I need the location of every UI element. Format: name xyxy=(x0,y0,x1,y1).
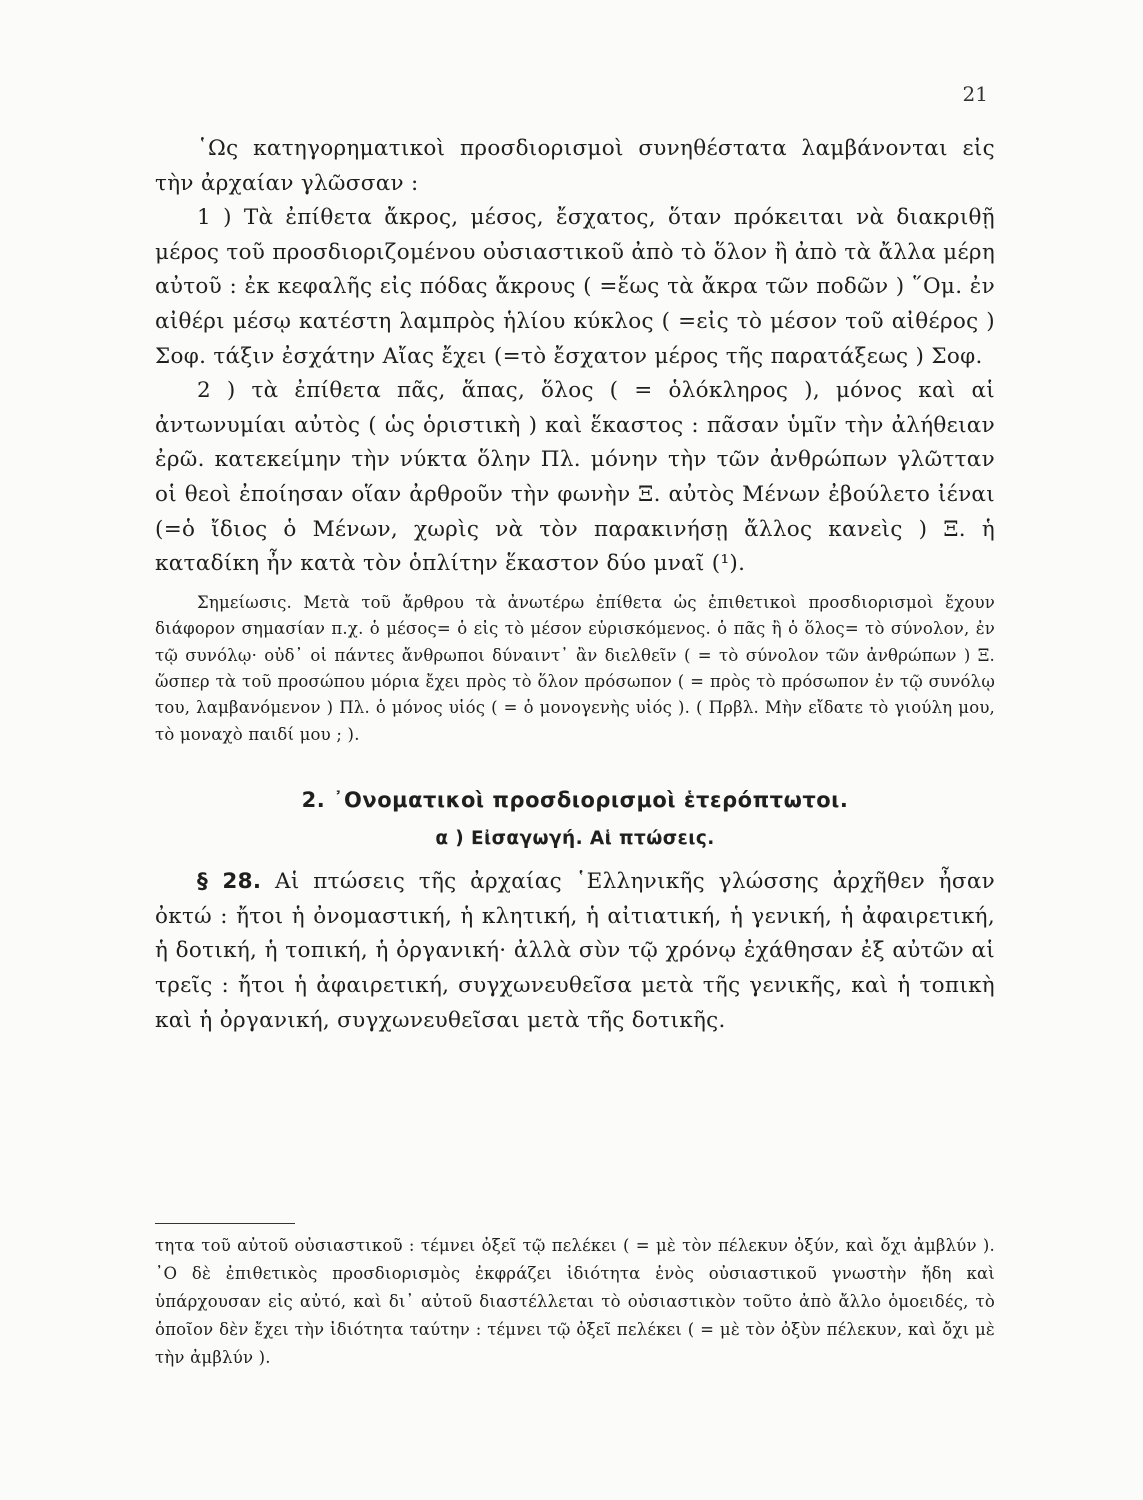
paragraph-28 xyxy=(155,865,995,1038)
item-2-paragraph: 2 ) τὰ ἐπίθετα πᾶς, ἅπας, ὅλος ( = ὁλόκληρος ), μόνος καὶ αἱ ἀντωνυμίαι αὐτὸς ( ὡς ὁριστικὴ ) καὶ ἕκαστος : πᾶσαν ὑμῖν τὴν ἀλήθειαν ἐρῶ. κατεκείμην τὴν νύκτα ὅλην Πλ. μόνην τὴν τῶν ἀνθρώπων γλῶτταν οἱ θεοὶ ἐποίησαν οἵαν ἀρθροῦν τὴν φωνὴν Ξ. αὐτὸς Μένων ἐβούλετο ἰέναι (=ὁ ἴδιος ὁ Μένων, χωρὶς νὰ τὸν παρακινήσῃ ἄλλος κανεὶς ) Ξ. ἡ καταδίκη ἦν κατὰ τὸν ὁπλίτην ἕκαστον δύο μναῖ (¹). xyxy=(155,378,995,577)
note-paragraph: Σημείωσις. Μετὰ τοῦ ἄρθρου τὰ ἀνωτέρω ἐπίθετα ὡς ἐπιθετικοὶ προσδιορισμοὶ ἔχουν διάφορον σημασίαν π.χ. ὁ μέσος= ὁ εἰς τὸ μέσον εὑρισκόμενος. ὁ πᾶς ἢ ὁ ὅλος= τὸ σύνολον, ἐν τῷ συνόλῳ· οὐδ᾽ οἱ πάντες ἄνθρωποι δύναιντ᾽ ἂν διελθεῖν ( = τὸ σύνολον τῶν ἀνθρώπων ) Ξ. ὥσπερ τὰ τοῦ προσώπου μόρια ἔχει πρὸς τὸ ὅλον πρόσωπον ( = πρὸς τὸ πρόσωπον ἐν τῷ συνόλῳ του, λαμβανόμενον ) Πλ. ὁ μόνος υἱός ( = ὁ μονογενὴς υἱός ). ( Πρβλ. Μὴν εἴδατε τὸ γιούλη μου, τὸ μοναχὸ παιδί μου ; ). xyxy=(155,592,995,744)
section-heading: 2. ᾿Ονοματικοὶ προσδιορισμοὶ ἑτερόπτωτοι. xyxy=(301,788,849,813)
section-number: § 28. xyxy=(197,869,262,895)
section-subheading: α ) Εἰσαγωγή. Αἱ πτώσεις. xyxy=(435,828,715,850)
paragraph-28-text: Αἱ πτώσεις τῆς ἀρχαίας ῾Ελληνικῆς γλώσσης ἀρχῆθεν ἦσαν ὀκτώ : ἤτοι ἡ ὀνομαστική, ἡ κλητική, ἡ αἰτιατική, ἡ γενική, ἡ ἀφαιρετική, ἡ δοτική, ἡ τοπική, ἡ ὀργανική· ἀλλὰ σὺν τῷ χρόνῳ ἐχάθησαν ἐξ αὐτῶν αἱ τρεῖς : ἤτοι ἡ ἀφαιρετική, συγχωνευθεῖσα μετὰ τῆς γενικῆς, καὶ ἡ τοπικὴ καὶ ἡ ὀργανική, συγχωνευθεῖσαι μετὰ τῆς δοτικῆς. xyxy=(155,869,996,1033)
intro-paragraph: ῾Ως κατηγορηματικοὶ προσδιορισμοὶ συνηθέστατα λαμβάνονται εἰς τὴν ἀρχαίαν γλῶσσαν : xyxy=(155,136,995,196)
footnote-text: τητα τοῦ αὐτοῦ οὐσιαστικοῦ : τέμνει ὀξεῖ τῷ πελέκει ( = μὲ τὸν πέλεκυν ὀξύν, καὶ ὄχι ἀμβλύν ). ᾿Ο δὲ ἐπιθετικὸς προσδιορισμὸς ἐκφράζει ἰδιότητα ἑνὸς οὐσιαστικοῦ γνωστὴν ἤδη καὶ ὑπάρχουσαν εἰς αὐτό, καὶ δι᾽ αὐτοῦ διαστέλλεται τὸ οὐσιαστικὸν τοῦτο ἀπὸ ἄλλο ὁμοειδές, τὸ ὁποῖον δὲν ἔχει τὴν ἰδιότητα ταύτην : τέμνει τῷ ὀξεῖ πελέκει ( = μὲ τὸν ὀξὺν πέλεκυν, καὶ ὄχι μὲ τὴν ἀμβλύν ). xyxy=(155,1236,995,1367)
footnote-rule xyxy=(155,1223,295,1224)
page-number: 21 xyxy=(962,82,988,106)
item-1-paragraph: 1 ) Τὰ ἐπίθετα ἄκρος, μέσος, ἔσχατος, ὅταν πρόκειται νὰ διακριθῇ μέρος τοῦ προσδιοριζομένου οὐσιαστικοῦ ἀπὸ τὸ ὅλον ἢ ἀπὸ τὰ ἄλλα μέρη αὐτοῦ : ἐκ κεφαλῆς εἰς πόδας ἄκρους ( =ἕως τὰ ἄκρα τῶν ποδῶν ) ῞Ομ. ἐν αἰθέρι μέσῳ κατέστη λαμπρὸς ἡλίου κύκλος ( =εἰς τὸ μέσον τοῦ αἰθέρος ) Σοφ. τάξιν ἐσχάτην Αἴας ἔχει (=τὸ ἔσχατον μέρος τῆς παρατάξεως ) Σοφ. xyxy=(155,205,996,369)
main-text xyxy=(155,132,995,1038)
